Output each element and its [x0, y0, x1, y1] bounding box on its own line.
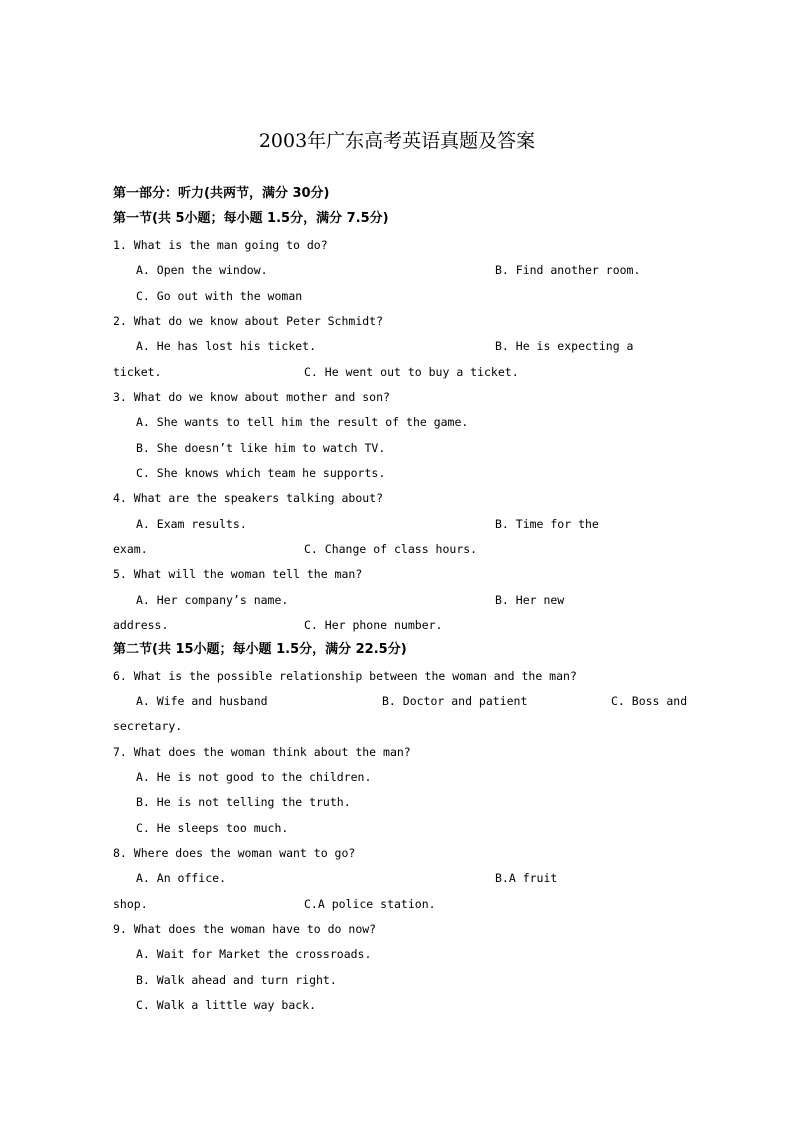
option-a: A. He has lost his ticket.: [136, 339, 317, 353]
question-8-options: [136, 867, 716, 889]
option-b: B. He is not telling the truth.: [136, 795, 351, 809]
page-title: 2003年广东高考英语真题及答案: [258, 130, 536, 152]
option-c-cont: secretary.: [113, 719, 183, 733]
question-5: 5. What will the woman tell the man?: [113, 567, 363, 581]
option-b-cont: ticket.: [113, 365, 162, 379]
option-b: B. He is expecting a: [495, 339, 634, 353]
option-c: C. Go out with the woman: [136, 289, 303, 303]
question-4: 4. What are the speakers talking about?: [113, 491, 384, 505]
option-c: C. He sleeps too much.: [136, 821, 289, 835]
option-c: C. She knows which team he supports.: [136, 466, 386, 480]
question-7: 7. What does the woman think about the man?: [113, 745, 411, 759]
question-1: 1. What is the man going to do?: [113, 238, 328, 252]
question-6-options: [136, 690, 716, 712]
option-b: B.A fruit: [495, 871, 558, 885]
option-b: B. Find another room.: [495, 263, 641, 277]
question-3: 3. What do we know about mother and son?: [113, 390, 390, 404]
option-c: C. Change of class hours.: [304, 542, 478, 556]
question-1-options: [136, 259, 716, 281]
option-b: B. Time for the: [495, 517, 599, 531]
question-5-options: [136, 589, 716, 611]
option-a: A. Wait for Market the crossroads.: [136, 947, 372, 961]
question-8: 8. Where does the woman want to go?: [113, 846, 356, 860]
option-b: B. Her new: [495, 593, 565, 607]
question-2-options: [136, 335, 716, 357]
option-c: C. He went out to buy a ticket.: [304, 365, 519, 379]
question-4-options: [136, 513, 716, 535]
question-4-options-cont: [113, 538, 693, 560]
option-a: A. Her company’s name.: [136, 593, 289, 607]
option-c: C. Walk a little way back.: [136, 998, 317, 1012]
section1-heading: 第一节(共 5小题；每小题 1.5分，满分 7.5分): [113, 211, 389, 226]
part1-heading: 第一部分：听力(共两节，满分 30分): [113, 186, 330, 201]
question-5-options-cont: [113, 614, 693, 636]
option-a: A. Exam results.: [136, 517, 247, 531]
option-b: B. Doctor and patient: [382, 694, 528, 708]
question-6: 6. What is the possible relationship between the woman and the man?: [113, 669, 577, 683]
option-a: A. Wife and husband: [136, 694, 268, 708]
question-9: 9. What does the woman have to do now?: [113, 922, 377, 936]
option-a: A. She wants to tell him the result of the game.: [136, 415, 469, 429]
option-c: C. Boss and: [611, 694, 688, 708]
question-2-options-cont: [113, 361, 693, 383]
option-b: B. She doesn’t like him to watch TV.: [136, 441, 386, 455]
option-a: A. He is not good to the children.: [136, 770, 372, 784]
question-2: 2. What do we know about Peter Schmidt?: [113, 314, 384, 328]
option-a: A. An office.: [136, 871, 227, 885]
option-b-cont: exam.: [113, 542, 148, 556]
option-c: C.A police station.: [304, 897, 436, 911]
question-8-options-cont: [113, 893, 693, 915]
option-c: C. Her phone number.: [304, 618, 443, 632]
option-b-cont: shop.: [113, 897, 148, 911]
option-b: B. Walk ahead and turn right.: [136, 973, 337, 987]
option-a: A. Open the window.: [136, 263, 268, 277]
option-b-cont: address.: [113, 618, 169, 632]
section2-heading: 第二节(共 15小题；每小题 1.5分，满分 22.5分): [113, 642, 407, 657]
